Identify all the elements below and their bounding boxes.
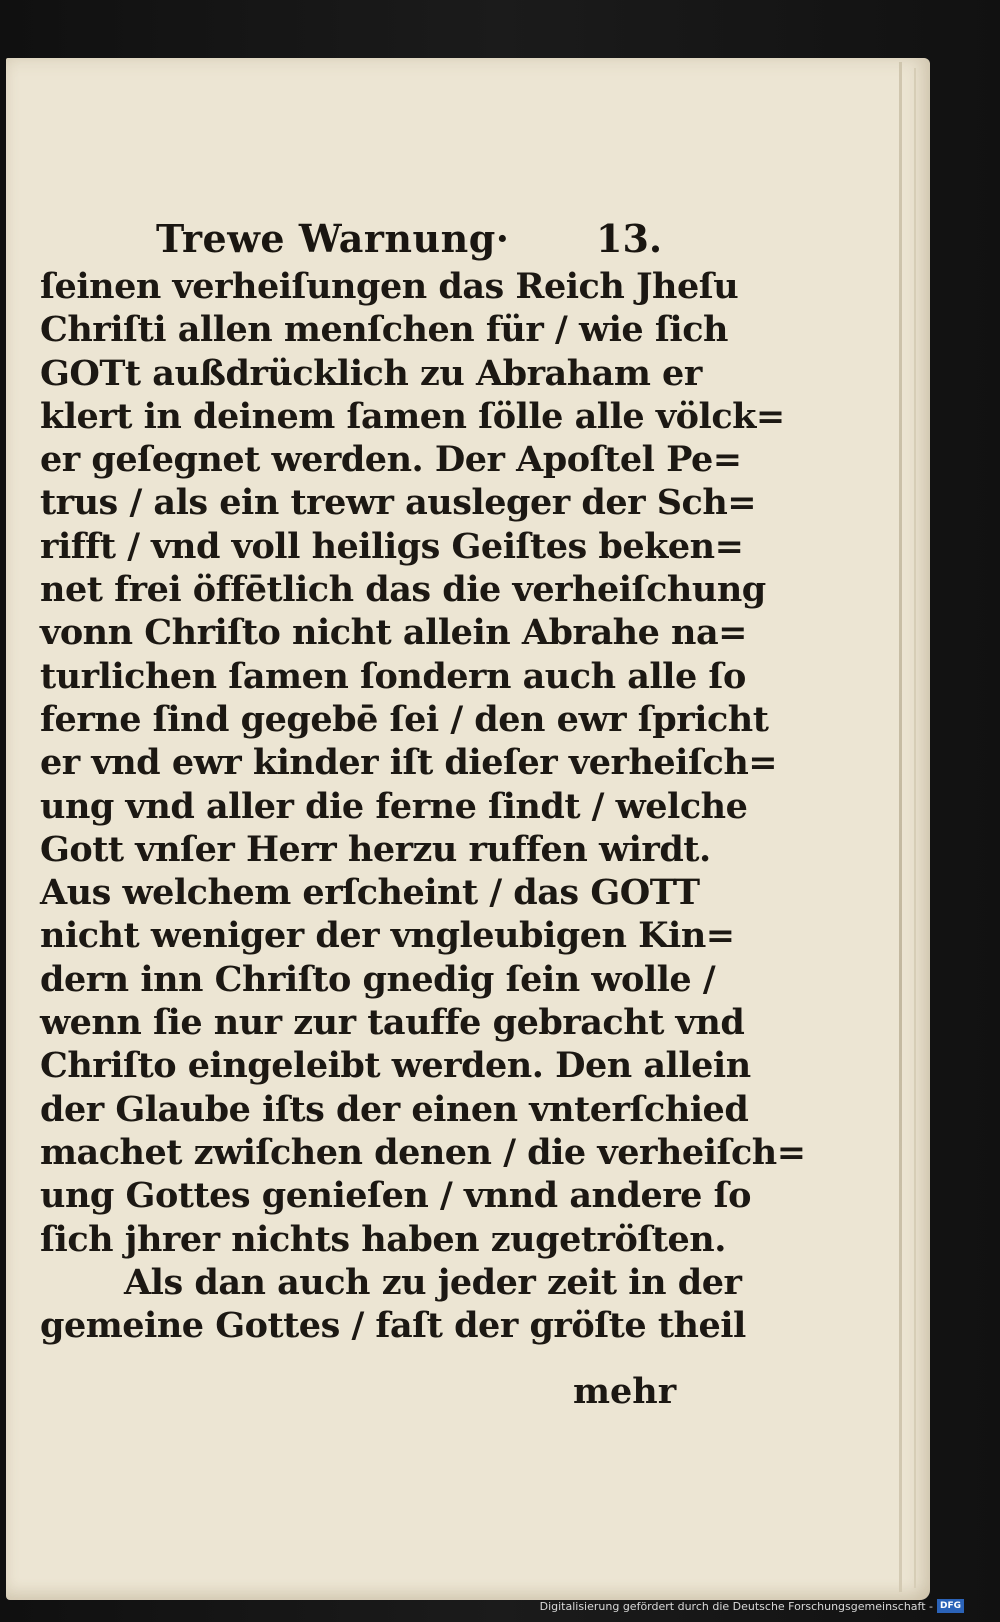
- dfg-logo: DFG: [937, 1599, 964, 1613]
- text-line: klert in deinem ſamen ſölle alle völck=: [40, 395, 785, 437]
- page-edge: [899, 62, 902, 1592]
- text-line: ferne ſind gegebē ſei / den ewr ſpricht: [40, 698, 769, 740]
- paragraph-start-line: Als dan auch zu jeder zeit in der: [124, 1261, 742, 1303]
- text-line: Chriſto eingeleibt werden. Den allein: [40, 1045, 751, 1087]
- text-line: ſich jhrer nichts haben zugetröſten.: [40, 1218, 726, 1260]
- text-line: ung vnd aller die ferne ſindt / welche: [40, 785, 748, 827]
- text-line: rifft / vnd voll heiligs Geiſtes beken=: [40, 525, 744, 567]
- page-number: 13.: [596, 216, 663, 261]
- text-line: dern inn Chriſto gnedig ſein wolle /: [40, 958, 716, 1000]
- catchword: mehr: [573, 1371, 677, 1412]
- text-line: gemeine Gottes / faſt der gröſte theil: [40, 1305, 746, 1347]
- footer-credit: Digitalisierung gefördert durch die Deutsche Forschungsgemeinschaft -: [539, 1599, 933, 1613]
- text-line: trus / als ein trewr ausleger der Sch=: [40, 482, 757, 524]
- text-line: GOTt außdrücklich zu Abraham er: [40, 352, 702, 394]
- body-text: [40, 265, 806, 1347]
- text-line: net frei öffētlich das die verheiſchung: [40, 569, 766, 611]
- text-line: nicht weniger der vngleubigen Kin=: [40, 915, 735, 957]
- text-line: er geſegnet werden. Der Apoſtel Pe=: [40, 439, 742, 481]
- text-line: Aus welchem erſcheint / das GOTT: [40, 872, 700, 914]
- text-line: turlichen ſamen ſondern auch alle ſo: [40, 655, 746, 697]
- text-line: ſeinen verheiſungen das Reich Jheſu: [40, 266, 739, 307]
- running-title: Trewe Warnung·: [156, 216, 510, 261]
- text-line: vonn Chriſto nicht allein Abrahe na=: [40, 612, 747, 654]
- text-line: er vnd ewr kinder iſt dieſer verheiſch=: [40, 742, 778, 784]
- text-line: wenn ſie nur zur tauffe gebracht vnd: [40, 1002, 745, 1044]
- text-line: ung Gottes genieſen / vnnd andere ſo: [40, 1175, 752, 1217]
- page-edge-inner: [914, 68, 916, 1588]
- text-line: machet zwiſchen denen / die verheiſch=: [40, 1131, 806, 1173]
- text-line: Chriſti allen menſchen für / wie ſich: [40, 309, 728, 351]
- text-line: der Glaube iſts der einen vnterſchied: [40, 1088, 749, 1130]
- book-page: [6, 58, 930, 1600]
- text-line: Gott vnſer Herr herzu ruffen wirdt.: [40, 828, 711, 870]
- page-header: [156, 213, 676, 265]
- digitization-footer: [540, 1598, 964, 1614]
